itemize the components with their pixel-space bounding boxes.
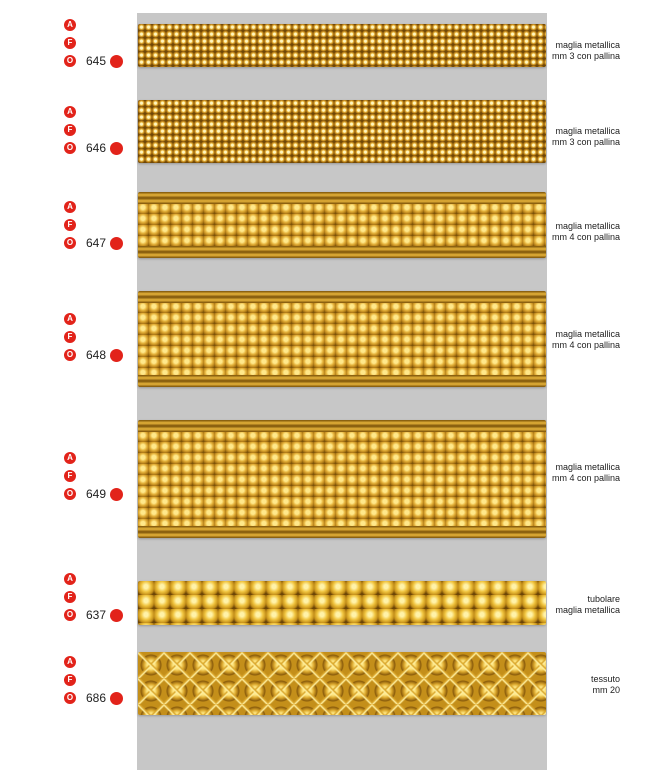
red-dot-icon [110, 237, 123, 250]
description-line: mm 3 con pallina [551, 137, 620, 147]
description-line: maglia metallica [555, 462, 620, 472]
badge-a: A [64, 19, 76, 31]
badge-o: O [64, 142, 76, 154]
product-description [548, 329, 620, 351]
badge-f: F [64, 674, 76, 686]
product-code: 637 [86, 608, 107, 622]
badge-f: F [64, 331, 76, 343]
description-line: maglia metallica [555, 605, 620, 615]
badge-a: A [64, 313, 76, 325]
product-image [138, 291, 546, 387]
product-code: 648 [86, 348, 107, 362]
red-dot-icon [110, 142, 123, 155]
badge-a: A [64, 452, 76, 464]
badge-a: A [64, 106, 76, 118]
description-line: tubolare [587, 594, 620, 604]
badge-o: O [64, 55, 76, 67]
product-description [548, 674, 620, 696]
badge-f: F [64, 470, 76, 482]
red-dot-icon [110, 692, 123, 705]
description-line: tessuto [590, 674, 620, 684]
product-image [138, 652, 546, 715]
product-code: 647 [86, 236, 107, 250]
description-line: mm 3 con pallina [551, 51, 620, 61]
description-line: mm 4 con pallina [551, 473, 620, 483]
red-dot-icon [110, 488, 123, 501]
description-line: maglia metallica [555, 221, 620, 231]
badge-f: F [64, 591, 76, 603]
product-description [548, 462, 620, 484]
badge-f: F [64, 124, 76, 136]
product-description [548, 126, 620, 148]
badge-o: O [64, 692, 76, 704]
product-description [548, 221, 620, 243]
badge-f: F [64, 37, 76, 49]
product-image [138, 192, 546, 258]
badge-a: A [64, 573, 76, 585]
badge-o: O [64, 237, 76, 249]
description-line: maglia metallica [555, 126, 620, 136]
product-image [138, 581, 546, 625]
product-description [548, 594, 620, 616]
product-code: 645 [86, 54, 107, 68]
product-image [138, 24, 546, 67]
product-description [548, 40, 620, 62]
badge-a: A [64, 656, 76, 668]
product-image [138, 100, 546, 163]
description-line: maglia metallica [555, 329, 620, 339]
product-image [138, 420, 546, 538]
red-dot-icon [110, 609, 123, 622]
description-line: maglia metallica [555, 40, 620, 50]
badge-a: A [64, 201, 76, 213]
badge-o: O [64, 349, 76, 361]
product-code: 646 [86, 141, 107, 155]
badge-o: O [64, 488, 76, 500]
description-line: mm 4 con pallina [551, 340, 620, 350]
red-dot-icon [110, 349, 123, 362]
product-code: 686 [86, 691, 107, 705]
red-dot-icon [110, 55, 123, 68]
description-line: mm 4 con pallina [551, 232, 620, 242]
description-line: mm 20 [592, 685, 620, 695]
badge-f: F [64, 219, 76, 231]
badge-o: O [64, 609, 76, 621]
product-code: 649 [86, 487, 107, 501]
